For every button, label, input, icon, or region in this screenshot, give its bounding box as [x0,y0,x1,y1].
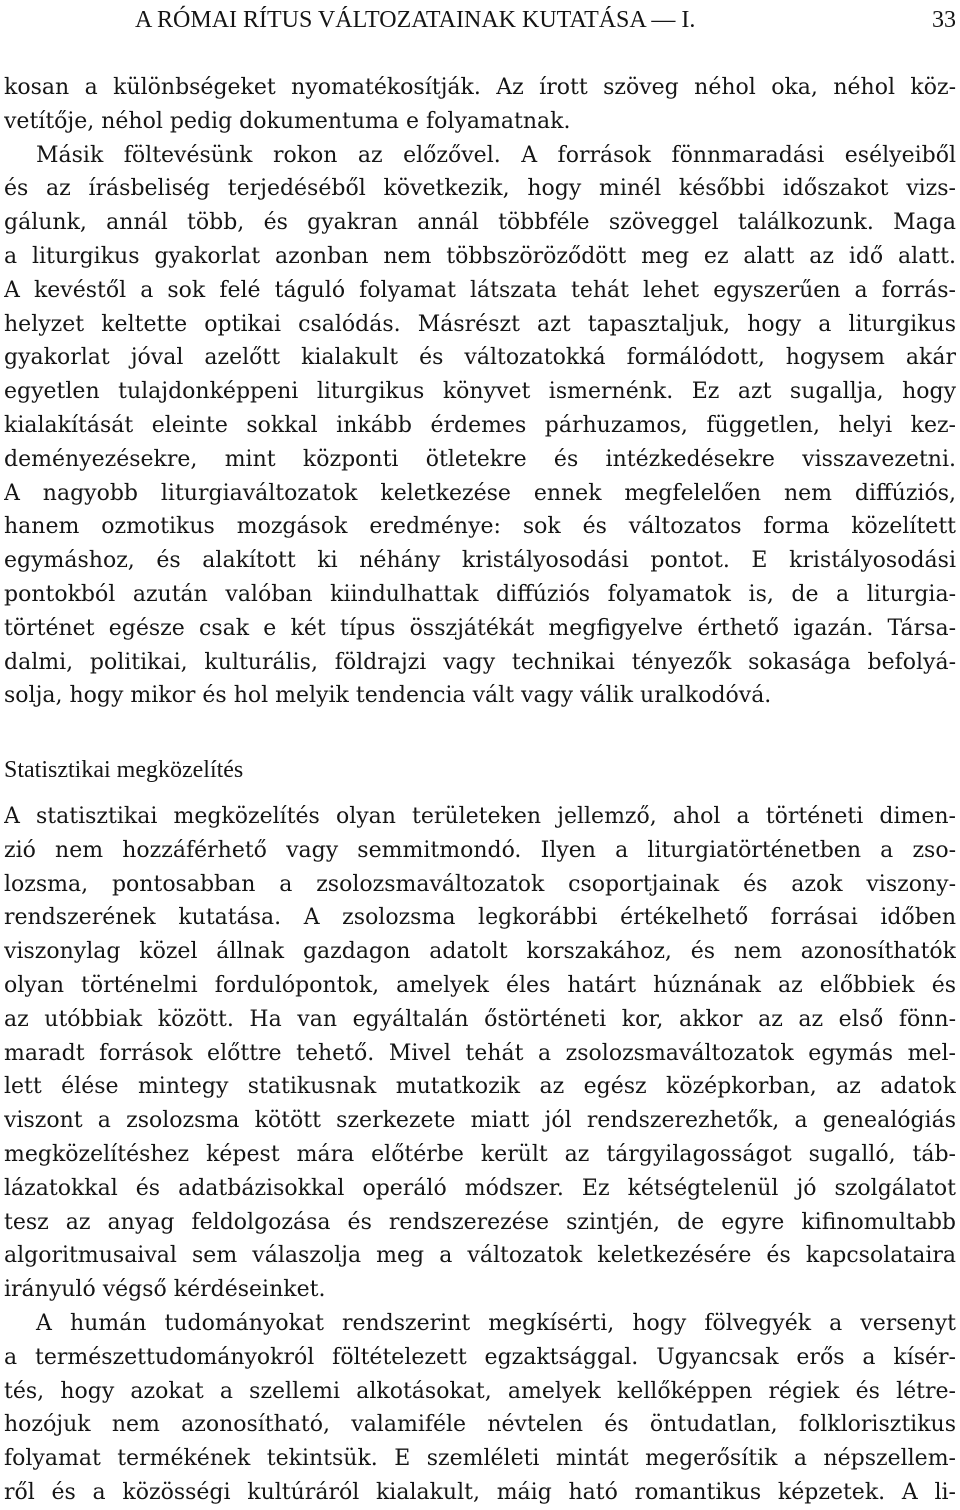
text-line: gálunk, annál több, és gyakran annál többféle szöveggel találkozunk. Maga [4,210,956,236]
section-2-text [4,800,956,1510]
text-line: deményezésekre, mint központi ötletekre és intézkedésekre visszavezetni. [4,446,956,472]
text-line: egyetlen tulajdonképpeni liturgikus könyvet ismernénk. Ez azt sugallja, hogy [4,379,956,405]
text-line: az utóbbiak között. Ha van egyáltalán őstörténeti kor, akkor az az első fönn- [4,1006,956,1032]
text-line: hanem ozmotikus mozgások eredménye: sok és változatos forma közelített [4,514,956,540]
text-line: olyan történelmi fordulópontok, amelyek éles határt húznának az előbbiek és [4,972,956,998]
text-line: egymáshoz, és alakított ki néhány kristályosodási pontot. E kristályosodási [4,548,956,574]
text-line: tesz az anyag feldolgozása és rendszerezése szintjén, de egyre kifinomultabb [4,1209,956,1235]
text-line: zió nem hozzáférhető vagy semmitmondó. Ilyen a liturgiatörténetben a zso- [4,837,956,863]
section-heading: Statisztikai megközelítés [4,757,244,783]
text-line: kialakítását eleinte sokkal inkább érdemes párhuzamos, független, helyi kez- [4,412,956,438]
text-line: A kevéstől a sok felé táguló folyamat látszata tehát lehet egyszerűen a forrás- [4,277,956,303]
text-line: Másik föltevésünk rokon az előzővel. A források fönnmaradási esélyeiből [36,142,956,168]
text-line: viszont a zsolozsma kötött szerkezete miatt jól rendszerezhetők, a genealógiás [4,1108,956,1134]
text-line: lozsma, pontosabban a zsolozsmaváltozatok csoportjainak és azok viszony- [4,871,956,897]
text-line: maradt források előttre tehető. Mivel tehát a zsolozsmaváltozatok egymás mel- [4,1040,956,1066]
text-line: vetítője, néhol pedig dokumentuma e folyamatnak. [4,108,571,134]
text-line: irányuló végső kérdéseinket. [4,1277,326,1303]
text-line: és az írásbeliség terjedéséből következik, hogy minél későbbi időszakot vizs- [4,176,956,202]
text-line: algoritmusaival sem válaszolja meg a változatok keletkezésére és kapcsolataira [4,1243,956,1269]
text-line: solja, hogy mikor és hol melyik tendencia vált vagy válik uralkodóvá. [4,683,772,709]
text-line: kosan a különbségeket nyomatékosítják. Az írott szöveg néhol oka, néhol köz- [4,75,956,100]
text-line: lázatokkal és adatbázisokkal operáló módszer. Ez kétségtelenül jó szolgálatot [4,1175,956,1201]
text-line: lett élése mintegy statikusnak mutatkozik az egész középkorban, az adatok [4,1074,956,1100]
text-line: gyakorlat jóval azelőtt kialakult és változatokká formálódott, hogysem akár [4,345,956,371]
text-line: A statisztikai megközelítés olyan területeken jellemző, ahol a történeti dimen- [4,804,956,829]
text-line: ről és a közösségi kultúráról kialakult, máig ható romantikus képzetek. A li- [4,1479,956,1505]
text-line: megközelítéshez képest mára előtérbe került az tárgyilagosságot sugalló, táb- [4,1141,956,1167]
text-line: pontokból azután valóban kiindulhattak diffúziós folyamatok is, de a liturgia- [4,581,956,607]
text-line: viszonylag közel állnak gazdagon adatolt korszakához, és nem azonosíthatók [4,939,956,965]
text-line: helyzet keltette optikai csalódás. Másrészt azt tapasztaljuk, hogy a liturgikus [4,311,956,337]
text-line: A nagyobb liturgiaváltozatok keletkezése ennek megfelelően nem diffúziós, [4,480,956,506]
section-1-text [4,71,956,713]
text-line: hozójuk nem azonosítható, valamiféle névtelen és öntudatlan, folklorisztikus [4,1412,956,1438]
page-number: 33 [932,7,956,33]
running-title: A RÓMAI RÍTUS VÁLTOZATAINAK KUTATÁSA — I. [135,7,696,33]
text-line: a természettudományokról föltételezett egzaktsággal. Ugyancsak erős a kísér- [4,1344,956,1370]
text-line: rendszerének kutatása. A zsolozsma legkorábbi értékelhető forrásai időben [4,905,956,931]
text-line: történet egésze csak e két típus összjátékát megfigyelve érthető igazán. Társa- [4,615,956,641]
text-line: dalmi, politikai, kulturális, földrajzi vagy technikai tényezők sokasága befolyá- [4,649,956,675]
text-line: A humán tudományokat rendszerint megkísérti, hogy fölvegyék a versenyt [36,1310,956,1336]
text-line: folyamat termékének tekintsük. E szemléleti mintát megerősítik a népszellem- [4,1446,956,1472]
running-header [0,0,960,40]
text-line: tés, hogy azokat a szellemi alkotásokat, amelyek kellőképpen régiek és létre- [4,1378,956,1404]
text-line: a liturgikus gyakorlat azonban nem többszöröződött meg ez alatt az idő alatt. [4,243,956,269]
